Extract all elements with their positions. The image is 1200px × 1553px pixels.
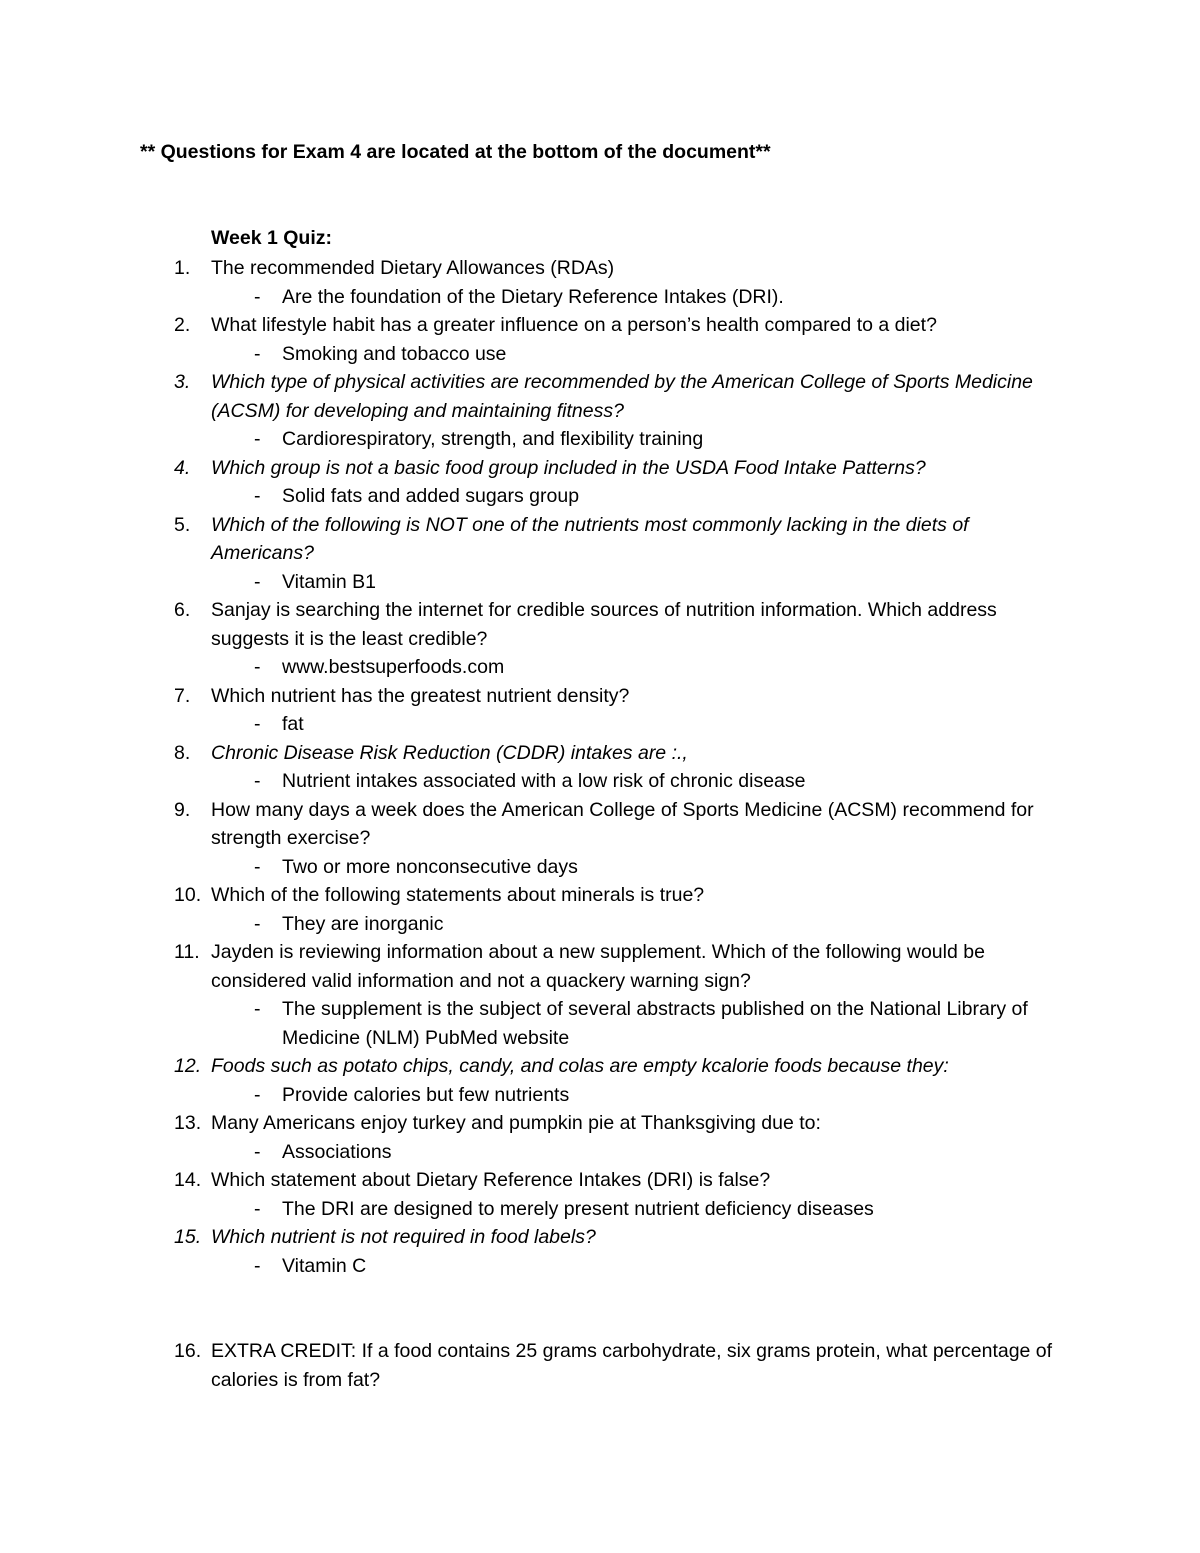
question-12 [0,1052,1200,1081]
spacer [0,1280,1200,1337]
answer-marker: - [254,285,261,308]
question-text: Sanjay is searching the internet for credible sources of nutrition information. Which address suggests it is the least credible? [211,599,997,650]
answer-14 [0,1195,1200,1224]
question-9 [0,796,1200,853]
question-text: Jayden is reviewing information about a new supplement. Which of the following would be considered valid information and not a quackery warning sign? [211,941,985,992]
question-number: 8. [174,741,191,764]
question-text: Which type of physical activities are recommended by the American College of Sports Medicine (ACSM) for developing and maintaining fitness? [211,371,1033,422]
question-text: Which of the following is NOT one of the nutrients most commonly lacking in the diets of Americans? [211,513,969,564]
answer-2 [0,340,1200,369]
answer-marker: - [254,428,261,450]
question-14 [0,1166,1200,1195]
question-text: Chronic Disease Risk Reduction (CDDR) intakes are :., [211,741,688,764]
question-text: Many Americans enjoy turkey and pumpkin pie at Thanksgiving due to: [211,1112,821,1134]
answer-10 [0,910,1200,939]
question-5 [0,511,1200,568]
answer-15 [0,1252,1200,1281]
answer-3 [0,425,1200,454]
question-number: 4. [174,456,191,479]
question-4 [0,454,1200,483]
answer-text: Vitamin C [282,1254,367,1277]
answer-text: fat [282,713,304,735]
question-text: Which nutrient has the greatest nutrient density? [211,684,630,707]
question-text: Which nutrient is not required in food labels? [211,1226,596,1248]
document-header: ** Questions for Exam 4 are located at the bottom of the document** [140,141,771,163]
answer-marker: - [254,855,261,878]
question-number: 11. [174,941,200,963]
answer-text: Solid fats and added sugars group [282,485,580,507]
answer-text: www.bestsuperfoods.com [282,656,505,678]
answer-marker: - [254,1140,261,1163]
question-8 [0,739,1200,768]
question-2 [0,311,1200,340]
answer-marker: - [254,656,261,678]
answer-text: Associations [282,1140,392,1163]
question-number: 9. [174,798,191,821]
answer-marker: - [254,998,261,1020]
question-number: 12. [174,1055,202,1077]
question-text: EXTRA CREDIT: If a food contains 25 grams carbohydrate, six grams protein, what percentage of calories is from fat? [211,1340,1053,1391]
answer-marker: - [254,1254,261,1277]
question-number: 10. [174,884,202,906]
answer-12 [0,1081,1200,1110]
answer-6 [0,653,1200,682]
section-title: Week 1 Quiz: [211,227,333,249]
answer-11 [0,995,1200,1052]
answer-text: Provide calories but few nutrients [282,1083,570,1106]
answer-text: Two or more nonconsecutive days [282,855,578,878]
question-number: 7. [174,684,191,707]
answer-text: Are the foundation of the Dietary Reference Intakes (DRI). [282,285,784,308]
answer-text: The supplement is the subject of several abstracts published on the National Library of Medicine (NLM) PubMed website [282,998,1028,1049]
answer-4 [0,482,1200,511]
question-6 [0,596,1200,653]
question-number: 6. [174,599,191,621]
answer-marker: - [254,713,261,735]
answer-5 [0,568,1200,597]
question-number: 1. [174,257,191,279]
answer-marker: - [254,570,261,593]
answer-text: They are inorganic [282,912,444,935]
question-text: Which statement about Dietary Reference Intakes (DRI) is false? [211,1169,771,1191]
question-text: Foods such as potato chips, candy, and colas are empty kcalorie foods because they: [211,1055,949,1077]
question-number: 2. [174,314,191,336]
question-16-extra-credit [0,1337,1200,1394]
question-1 [0,254,1200,283]
answer-7 [0,710,1200,739]
question-text: Which of the following statements about minerals is true? [211,884,705,906]
answer-marker: - [254,1197,261,1220]
answer-marker: - [254,342,261,365]
answer-text: The DRI are designed to merely present nutrient deficiency diseases [282,1197,874,1220]
question-number: 3. [174,371,191,393]
question-text: The recommended Dietary Allowances (RDAs) [211,257,615,279]
answer-text: Vitamin B1 [282,570,376,593]
question-number: 5. [174,513,191,536]
answer-1 [0,283,1200,312]
question-15 [0,1223,1200,1252]
question-text: How many days a week does the American College of Sports Medicine (ACSM) recommend for strength exercise? [211,798,1034,849]
answer-9 [0,853,1200,882]
answer-13 [0,1138,1200,1167]
answer-marker: - [254,770,261,792]
question-text: Which group is not a basic food group included in the USDA Food Intake Patterns? [211,456,926,479]
answer-8 [0,767,1200,796]
answer-marker: - [254,485,261,507]
answer-marker: - [254,1083,261,1106]
question-3 [0,368,1200,425]
question-7 [0,682,1200,711]
answer-text: Smoking and tobacco use [282,342,507,365]
question-11 [0,938,1200,995]
question-13 [0,1109,1200,1138]
question-number: 13. [174,1112,202,1134]
question-10 [0,881,1200,910]
question-number: 16. [174,1340,202,1362]
question-text: What lifestyle habit has a greater influence on a person’s health compared to a diet? [211,314,937,336]
answer-text: Cardiorespiratory, strength, and flexibility training [282,428,704,450]
answer-text: Nutrient intakes associated with a low risk of chronic disease [282,770,806,792]
answer-marker: - [254,912,261,935]
question-number: 14. [174,1169,202,1191]
quiz-list [0,254,1200,1394]
question-number: 15. [174,1226,202,1248]
